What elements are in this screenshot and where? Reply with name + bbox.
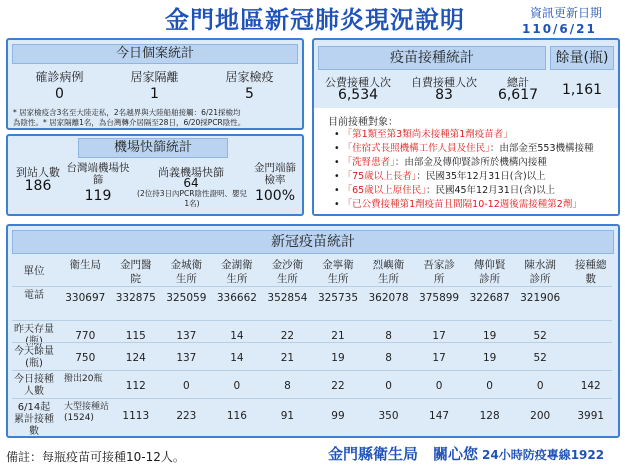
- table-cell: 撥出20瓶: [64, 374, 103, 384]
- table-cell: 8: [385, 352, 392, 364]
- column-header: 吾家診所: [423, 259, 455, 285]
- target-detail: ：民國45年12月31日(含)以上: [425, 185, 556, 196]
- table-cell: 1113: [122, 410, 150, 422]
- arrivals-label: 到站人數: [16, 166, 60, 179]
- page-title: 金門地區新冠肺炎現況說明: [165, 6, 465, 34]
- target-highlight: 「住宿式長照機構工作人員及住民」: [342, 143, 490, 154]
- cases-note-2: 為陰性。* 居家隔離1名，為台灣轉介居隔至28日，6/20採PCR陰性。: [13, 118, 246, 127]
- total-label: 總計: [507, 76, 529, 89]
- quarantine-value: 5: [245, 86, 254, 102]
- table-cell: 321906: [520, 292, 561, 304]
- column-header: 烈嶼衛生所: [372, 259, 405, 285]
- table-cell: 350: [378, 410, 399, 422]
- taiwan-screening-value: 119: [84, 188, 112, 204]
- footer-hotline: 24小時防疫專線1922: [482, 448, 605, 462]
- table-cell: 大型接種站(1524): [64, 402, 110, 423]
- target-highlight: 「洗腎患者」: [342, 157, 395, 168]
- table-cell: 91: [280, 410, 295, 422]
- row-divider: [12, 342, 612, 343]
- table-cell: 17: [432, 352, 446, 364]
- table-cell: 0: [233, 380, 241, 392]
- table-cell: 325735: [317, 292, 359, 304]
- table-cell: 14: [230, 352, 244, 364]
- table-cell: 770: [75, 330, 96, 342]
- targets-title: 目前接種對象：: [328, 117, 398, 128]
- table-cell: 22: [280, 330, 295, 342]
- isolation-label: 居家隔離: [130, 70, 179, 84]
- table-cell: 19: [482, 352, 497, 364]
- vaccine-table-title: 新冠疫苗統計: [12, 230, 614, 254]
- cases-note-1: * 居家檢疫含3名至大陸走私，2名越界與大陸船舶接觸：6/21採檢均: [13, 108, 241, 117]
- column-header: 金門醫院: [120, 259, 152, 285]
- target-item: • 「第1類至第3類尚未接種第1劑疫苗者」: [334, 129, 513, 140]
- cases-title: 今日個案統計: [12, 44, 298, 64]
- table-cell: 322687: [469, 292, 510, 304]
- public-vax-value: 6,534: [337, 87, 379, 103]
- table-cell: 142: [580, 380, 601, 392]
- total-value: 6,617: [497, 87, 539, 103]
- target-detail: ：民國35年12月31日(含)以上: [416, 171, 546, 182]
- screening-rate-label: 金門端篩檢率: [254, 162, 296, 186]
- target-highlight: 「75歲以上長者」: [342, 171, 417, 182]
- column-header: 金湖衛生所: [221, 259, 253, 285]
- table-cell: 19: [331, 352, 345, 364]
- table-cell: 52: [533, 330, 547, 342]
- row-divider: [12, 370, 612, 371]
- row-divider: [12, 398, 612, 399]
- column-header: 金寧衛生所: [322, 259, 354, 285]
- row-label: 今天餘量(瓶): [14, 346, 54, 369]
- update-label: 資訊更新日期: [530, 6, 603, 20]
- target-highlight: 「已公費接種第1劑疫苗且間隔10-12週後需接種第2劑」: [342, 199, 582, 210]
- confirmed-value: 0: [55, 86, 64, 102]
- table-cell: 332875: [115, 292, 156, 304]
- table-cell: 8: [284, 380, 291, 392]
- column-header: 衛生局: [69, 259, 102, 271]
- target-item: • 「75歲以上長者」：民國35年12月31日(含)以上: [334, 171, 546, 182]
- target-item: • 「洗腎患者」：由部金及傳仰賢診所於機構內接種: [334, 157, 547, 168]
- table-cell: 19: [482, 330, 497, 342]
- taiwan-screening-label: 台灣端機場快篩: [66, 162, 130, 186]
- self-paid-value: 83: [435, 87, 453, 103]
- table-cell: 22: [331, 380, 345, 392]
- row-label: 電話: [24, 290, 44, 301]
- update-date: 110/6/21: [522, 22, 597, 36]
- column-header: 金城衛生所: [170, 259, 203, 285]
- table-cell: 362078: [368, 292, 409, 304]
- column-header: 接種總數: [574, 259, 607, 285]
- cases-panel: [6, 38, 304, 130]
- row-label: 昨天存量: [14, 324, 54, 335]
- table-cell: 14: [230, 330, 244, 342]
- table-cell: 0: [183, 380, 190, 392]
- target-detail: ：由部金至553機構接種: [489, 143, 594, 154]
- target-highlight: 「65歲以上原住民」: [342, 185, 426, 196]
- footer-note: 備註：每瓶疫苗可接種10-12人。: [6, 450, 185, 464]
- table-cell: 0: [435, 380, 443, 392]
- table-cell: 223: [176, 410, 197, 422]
- targets-list: [314, 108, 618, 214]
- table-cell: 8: [385, 330, 392, 342]
- table-cell: 112: [125, 380, 146, 392]
- footer-brand: 金門縣衛生局 關心您: [328, 445, 479, 463]
- isolation-value: 1: [150, 86, 159, 102]
- row-label: 6/14起累計接種數: [14, 402, 54, 437]
- table-cell: 147: [429, 410, 450, 422]
- table-cell: 0: [536, 380, 544, 392]
- table-cell: 137: [176, 330, 197, 342]
- column-header: 金沙衛生所: [271, 259, 304, 285]
- vaccine-table-panel: [6, 224, 620, 438]
- table-cell: 336662: [216, 292, 257, 304]
- unit-header: 單位: [23, 265, 45, 277]
- vaccine-stats-title: 疫苗接種統計: [318, 46, 546, 70]
- airport-panel: [6, 134, 304, 216]
- airport-title: 機場快篩統計: [78, 138, 228, 158]
- remaining-value: 1,161: [561, 82, 603, 98]
- table-cell: 750: [75, 352, 96, 364]
- remaining-title: 餘量(瓶): [550, 46, 614, 70]
- target-item: • 「65歲以上原住民」：民國45年12月31日(含)以上: [334, 185, 556, 196]
- row-divider: [12, 286, 612, 287]
- confirmed-label: 確診病例: [35, 70, 84, 84]
- table-cell: 3991: [577, 410, 605, 422]
- table-cell: 116: [226, 410, 247, 422]
- column-header: 陳水湖診所: [524, 259, 556, 285]
- quarantine-label: 居家檢疫: [225, 70, 274, 84]
- table-cell: 352854: [267, 292, 308, 304]
- self-paid-label: 自費接種人次: [411, 76, 477, 89]
- row-divider: [12, 320, 612, 321]
- shangyi-screening-value: 64: [183, 176, 199, 190]
- table-cell: 17: [432, 330, 446, 342]
- table-cell: 375899: [419, 292, 460, 304]
- table-cell: 0: [486, 380, 493, 392]
- table-cell: 325059: [166, 292, 207, 304]
- column-header: 傳仰賢診所: [473, 259, 506, 285]
- table-cell: 52: [533, 352, 547, 364]
- table-cell: 0: [385, 380, 392, 392]
- shangyi-note: (2位持3日內PCR陰性證明、嬰兒1名): [137, 189, 247, 208]
- table-cell: 330697: [65, 292, 106, 304]
- target-item: • 「住宿式長照機構工作人員及住民」：由部金至553機構接種: [334, 143, 594, 154]
- target-item: • 「已公費接種第1劑疫苗且間隔10-12週後需接種第2劑」: [334, 199, 582, 210]
- shangyi-screening-label: 尚義機場快篩: [158, 166, 224, 179]
- target-highlight: 「第1類至第3類尚未接種第1劑疫苗者」: [342, 129, 513, 140]
- table-cell: 124: [125, 352, 146, 364]
- table-cell: 21: [280, 352, 295, 364]
- table-cell: 137: [176, 352, 197, 364]
- table-cell: 200: [530, 410, 551, 422]
- vaccine-stats-panel: [312, 38, 620, 216]
- public-vax-label: 公費接種人次: [325, 76, 391, 89]
- table-cell: 115: [125, 330, 146, 342]
- table-cell: 128: [479, 410, 500, 422]
- screening-rate-value: 100%: [254, 188, 296, 204]
- table-cell: 99: [331, 410, 345, 422]
- arrivals-value: 186: [24, 178, 52, 194]
- vaccine-table: [8, 256, 618, 436]
- target-detail: ：由部金及傳仰賢診所於機構內接種: [394, 157, 547, 168]
- table-cell: 21: [331, 330, 345, 342]
- row-label: 今日接種人數: [14, 374, 54, 397]
